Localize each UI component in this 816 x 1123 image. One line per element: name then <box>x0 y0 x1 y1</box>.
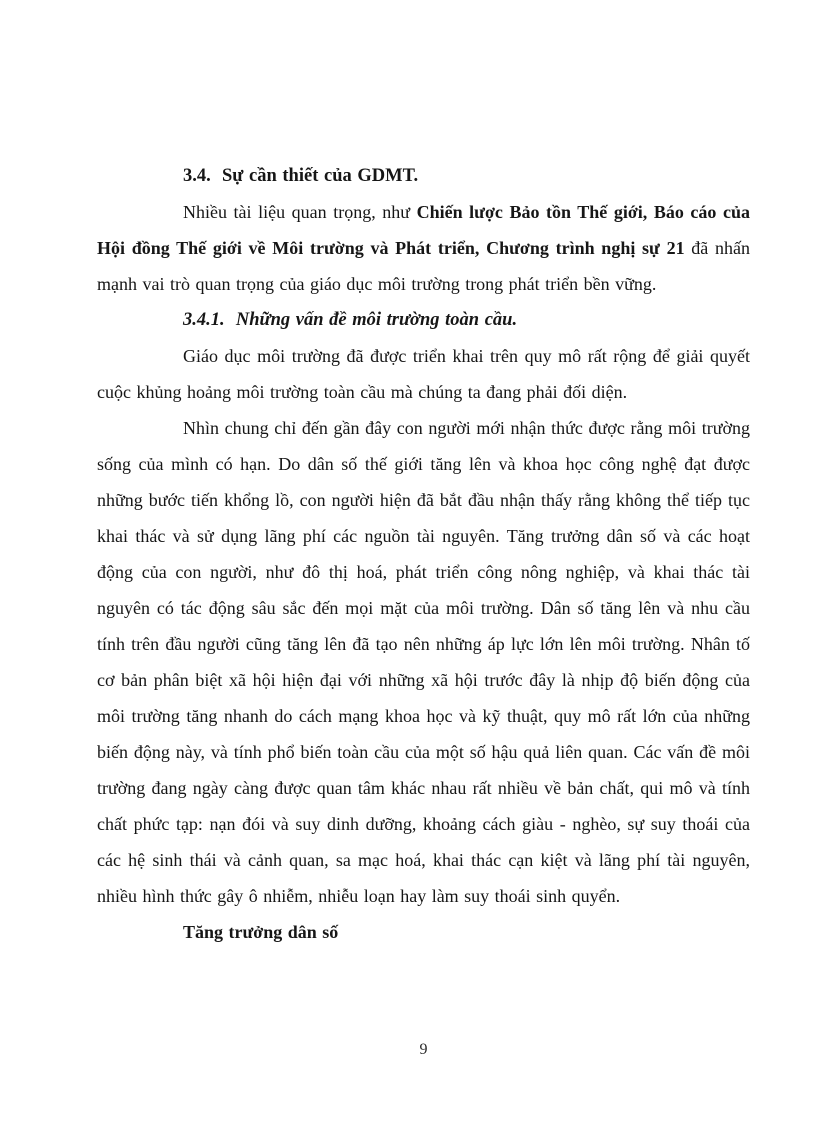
page-number: 9 <box>419 1041 428 1058</box>
text-run: 3.4. Sự cần thiết của GDMT. <box>183 166 419 186</box>
text-run: đã nhấn mạnh vai trò quan trọng của giáo dục môi trường trong phát triển bền vững. <box>97 238 750 294</box>
text-run: Chiến lược Bảo tồn Thế giới, Báo cáo của Hội đồng Thế giới về Môi trường và Phát triển, Chương trình nghị sự 21 <box>97 202 750 258</box>
text-run: 3.4.1. Những vấn đề môi trường toàn cầu. <box>183 310 518 330</box>
paragraph-environment-awareness <box>97 410 750 914</box>
subsection-heading-3-4-1 <box>97 302 750 338</box>
heading-population-growth <box>97 914 750 950</box>
text-run: Giáo dục môi trường đã được triển khai trên quy mô rất rộng để giải quyết cuộc khủng hoảng môi trường toàn cầu mà chúng ta đang phải đối diện. <box>97 346 750 402</box>
paragraph-gdmt-deployment <box>97 338 750 410</box>
document-content <box>97 158 750 950</box>
section-heading-3-4 <box>97 158 750 194</box>
text-run: Tăng trưởng dân số <box>183 922 339 942</box>
paragraph-important-documents <box>97 194 750 302</box>
text-run: Nhiều tài liệu quan trọng, như <box>183 202 417 222</box>
text-run: Nhìn chung chỉ đến gần đây con người mới nhận thức được rằng môi trường sống của mình có hạn. Do dân số thế giới tăng lên và khoa học công nghệ đạt được những bước tiến khổng lồ, con người hiện đã bắt đầu nhận thấy rằng không thể tiếp tục khai thác và sử dụng lãng phí các nguồn tài nguyên. Tăng trưởng dân số và các hoạt động của con người, như đô thị hoá, phát triển công nông nghiệp, và khai thác tài nguyên có tác động sâu sắc đến mọi mặt của môi trường. Dân số tăng lên và nhu cầu tính trên đầu người cũng tăng lên đã tạo nên những áp lực lớn lên môi trường. Nhân tố cơ bản phân biệt xã hội hiện đại với những xã hội trước đây là nhịp độ biến động của môi trường tăng nhanh do cách mạng khoa học và kỹ thuật, quy mô rất lớn của những biến động này, và tính phổ biến toàn cầu của một số hậu quả liên quan. Các vấn đề môi trường đang ngày càng được quan tâm khác nhau rất nhiều về bản chất, qui mô và tính chất phức tạp: nạn đói và suy dinh dưỡng, khoảng cách giàu - nghèo, sự suy thoái của các hệ sinh thái và cảnh quan, sa mạc hoá, khai thác cạn kiệt và lãng phí tài nguyên, nhiều hình thức gây ô nhiễm, nhiễu loạn hay làm suy thoái sinh quyển. <box>97 418 750 906</box>
